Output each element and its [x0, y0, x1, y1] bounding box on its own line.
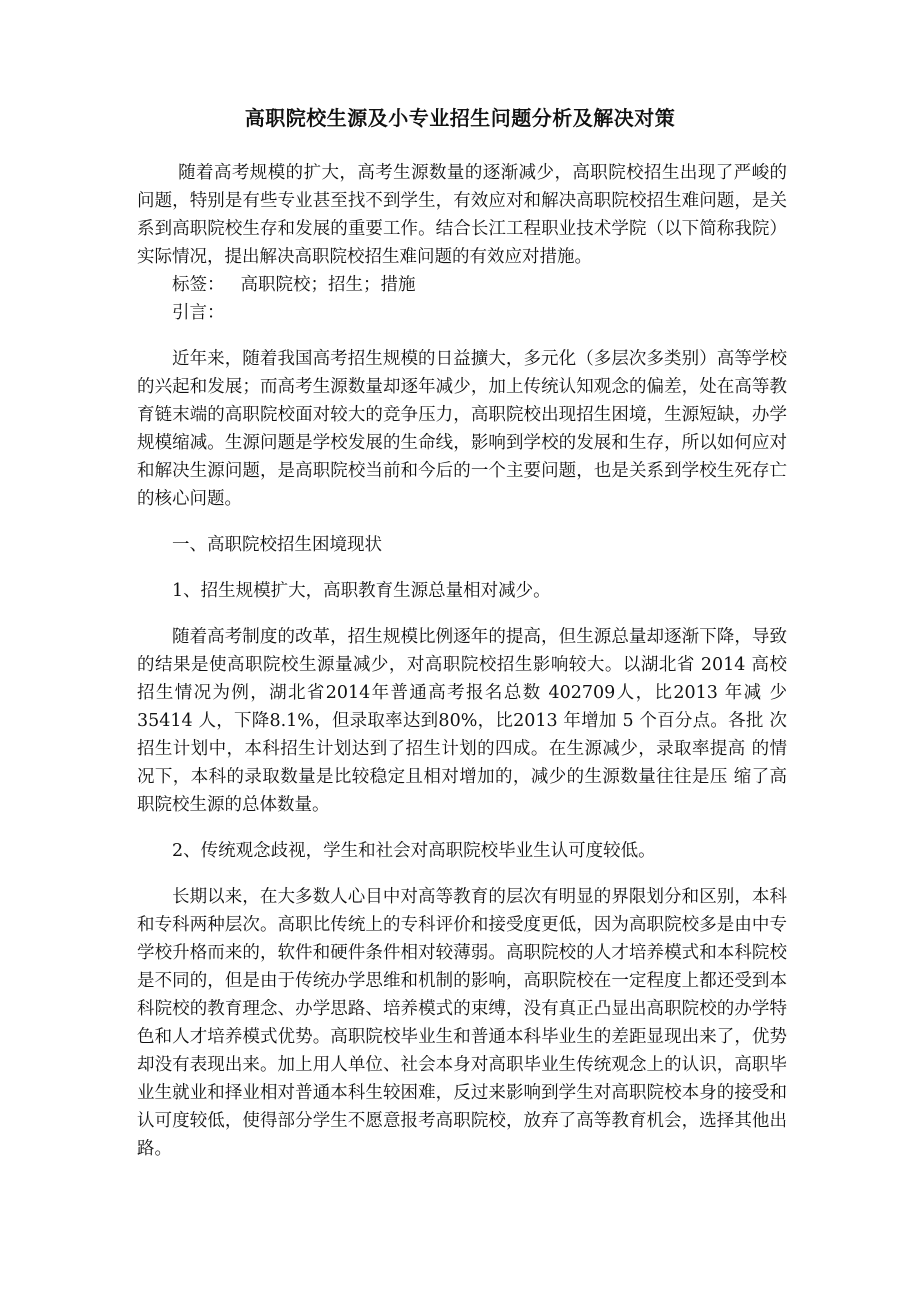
abstract-paragraph: 随着高考规模的扩大，高考生源数量的逐渐减少，高职院校招生出现了严峻的问题，特别是有些专业甚至找不到学生，有效应对和解决高职院校招生难问题，是关系到高职院校生存和发展的重要工作。结合长江工程职业技术学院（以下简称我院）实际情况，提出解决高职院校招生难问题的有效应对措施。: [137, 163, 787, 267]
subsection-paragraph-2: 长期以来，在大多数人心目中对高等教育的层次有明显的界限划分和区别，本科和专科两种层次。高职比传统上的专科评价和接受度更低，因为高职院校多是由中专学校升格而来的，软件和硬件条件相对较薄弱。高职院校的人才培养模式和本科院校是不同的，但是由于传统办学思维和机制的影响，高职院校在一定程度上都还受到本科院校的教育理念、办学思路、培养模式的束缚，没有真正凸显出高职院校的办学特色和人才培养模式优势。高职院校毕业生和普通本科毕业生的差距显现出来了，优势却没有表现出来。加上用人单位、社会本身对高职毕业生传统观念上的认识，高职毕业生就业和择业相对普通本科生较困难，反过来影响到学生对高职院校本身的接受和认可度较低，使得部分学生不愿意报考高职院校，放弃了高等教育机会，选择其他出路。: [137, 887, 787, 1159]
subsection-paragraph-1: 随着高考制度的改革，招生规模比例逐年的提高，但生源总量却逐渐下降，导致的结果是使高职院校生源量减少，对高职院校招生影响较大。以湖北省 2014 高校招生情况为例，湖北省2014年普通高考报名总数 402709人，比2013 年减 少35414 人，下降8.1%，但录取率达到80%，比2013 年增加 5 个百分点。各批 次招生计划中，本科招生计划达到了招生计划的四成。在生源减少，录取率提高 的情况下，本科的录取数量是比较稳定且相对增加的，减少的生源数量往往是压 缩了高职院校生源的总体数量。: [137, 627, 787, 815]
tags-label: 标签：: [172, 275, 225, 295]
subsection-heading-2: 2、传统观念歧视，学生和社会对高职院校毕业生认可度较低。: [172, 841, 656, 861]
subsection-heading-1: 1、招生规模扩大，高职教育生源总量相对减少。: [172, 581, 551, 601]
document-body: [137, 159, 787, 1163]
document-title: 高职院校生源及小专业招生问题分析及解决对策: [244, 106, 676, 130]
section-heading: 一、高职院校招生困境现状: [172, 535, 382, 555]
tags-value: 高职院校；招生；措施: [240, 275, 416, 295]
intro-paragraph: 近年来，随着我国高考招生规模的日益擴大，多元化（多层次多类别）高等学校的兴起和发展；而高考生源数量却逐年减少，加上传统认知观念的偏差，处在高等教育链末端的高职院校面对较大的竞争压力，高职院校出现招生困境，生源短缺，办学规模缩减。生源问题是学校发展的生命线，影响到学校的发展和生存，所以如何应对和解决生源问题，是高职院校当前和今后的一个主要问题，也是关系到学校生死存亡的核心问题。: [137, 349, 787, 509]
tags-line: [137, 271, 787, 299]
intro-label: 引言：: [172, 303, 225, 323]
